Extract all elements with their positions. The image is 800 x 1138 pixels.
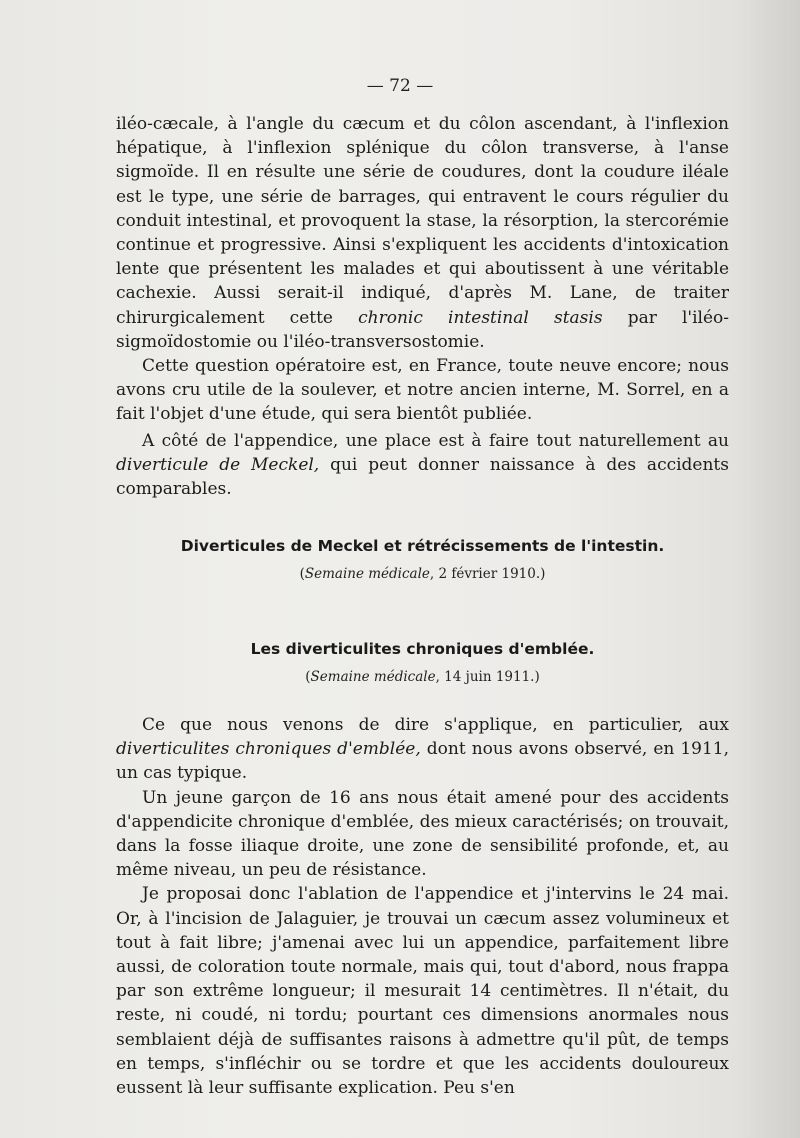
- paren: (: [299, 566, 305, 582]
- source-journal: Semaine médicale: [310, 669, 436, 685]
- text-block-bottom: [116, 713, 729, 1100]
- italic-phrase: diverticulites chroniques d'emblée,: [116, 739, 421, 760]
- paragraph: [116, 713, 729, 786]
- paragraph-text: par l'iléo-sigmoïdostomie ou l'iléo-transversostomie.: [116, 307, 730, 352]
- text-block-top: [116, 112, 729, 427]
- italic-phrase: chronic intestinal stasis: [358, 307, 603, 328]
- paragraph: Un jeune garçon de 16 ans nous était amené pour des accidents d'appendicite chronique d'emblée, des mieux caractérisés; on trouvait, dans la fosse iliaque droite, une zone de sensibilité profonde, et, au même niveau, un peu de résistance.: [116, 787, 729, 881]
- source-date: , 14 juin 1911.): [435, 669, 540, 685]
- paragraph: Cette question opératoire est, en France, toute neuve encore; nous avons cru utile de la soulever, et notre ancien interne, M. Sorrel, en a fait l'objet d'une étude, qui sera bientôt publiée.: [116, 356, 729, 425]
- source-journal: Semaine médicale: [304, 566, 430, 582]
- paren: (: [305, 669, 311, 685]
- italic-phrase: diverticule de Meckel,: [116, 455, 320, 476]
- page-number: — 72 —: [366, 76, 434, 96]
- paragraph-text: Ce que nous venons de dire s'applique, en particulier, aux: [142, 715, 729, 735]
- paragraph: [116, 112, 729, 354]
- source-date: , 2 février 1910.): [429, 566, 546, 582]
- paragraph-text: dont nous avons observé, en 1911, un cas typique.: [116, 739, 730, 784]
- paragraph-text: iléo-cæcale, à l'angle du cæcum et du côlon ascendant, à l'inflexion hépatique, à l'inflexion splénique du côlon transverse, à l'anse sigmoïde. Il en résulte une série de coudures, dont la coudure iléale est le type, une série de barrages, qui entravent le cours régulier du conduit intestinal, et provoquent la stase, la résorption, la stercorémie continue et progressive. Ainsi s'expliquent les accidents d'intoxication lente que présentent les malades et qui aboutissent à une véritable cachexie. Aussi serait-il indiqué, d'après M. Lane, de traiter chirurgicalement cette: [116, 114, 729, 328]
- text-block-meckel: [116, 429, 729, 502]
- paragraph-text: A côté de l'appendice, une place est à faire tout naturellement au: [142, 431, 729, 451]
- paragraph: [116, 429, 729, 502]
- section-heading-2: Les diverticulites chroniques d'emblée.: [250, 640, 595, 658]
- section-source-1: [116, 566, 729, 582]
- section-source-2: [116, 669, 729, 685]
- paragraph-text: qui peut donner naissance à des accidents comparables.: [116, 455, 729, 500]
- paragraph: Je proposai donc l'ablation de l'appendice et j'intervins le 24 mai. Or, à l'incision de Jalaguier, je trouvai un cæcum assez volumineux et tout à fait libre; j'amenai avec lui un appendice, parfaitement libre aussi, de coloration toute normale, mais qui, tout d'abord, nous frappa par son extrême longueur; il mesurait 14 centimètres. Il n'était, du reste, ni coudé, ni tordu; pourtant ces dimensions anormales nous semblaient déjà de suffisantes raisons à admettre qu'il pût, de temps en temps, s'infléchir ou se tordre et que les accidents douloureux eussent là leur suffisante explication. Peu s'en: [116, 884, 729, 1099]
- section-heading-1: Diverticules de Meckel et rétrécissements de l'intestin.: [180, 537, 665, 555]
